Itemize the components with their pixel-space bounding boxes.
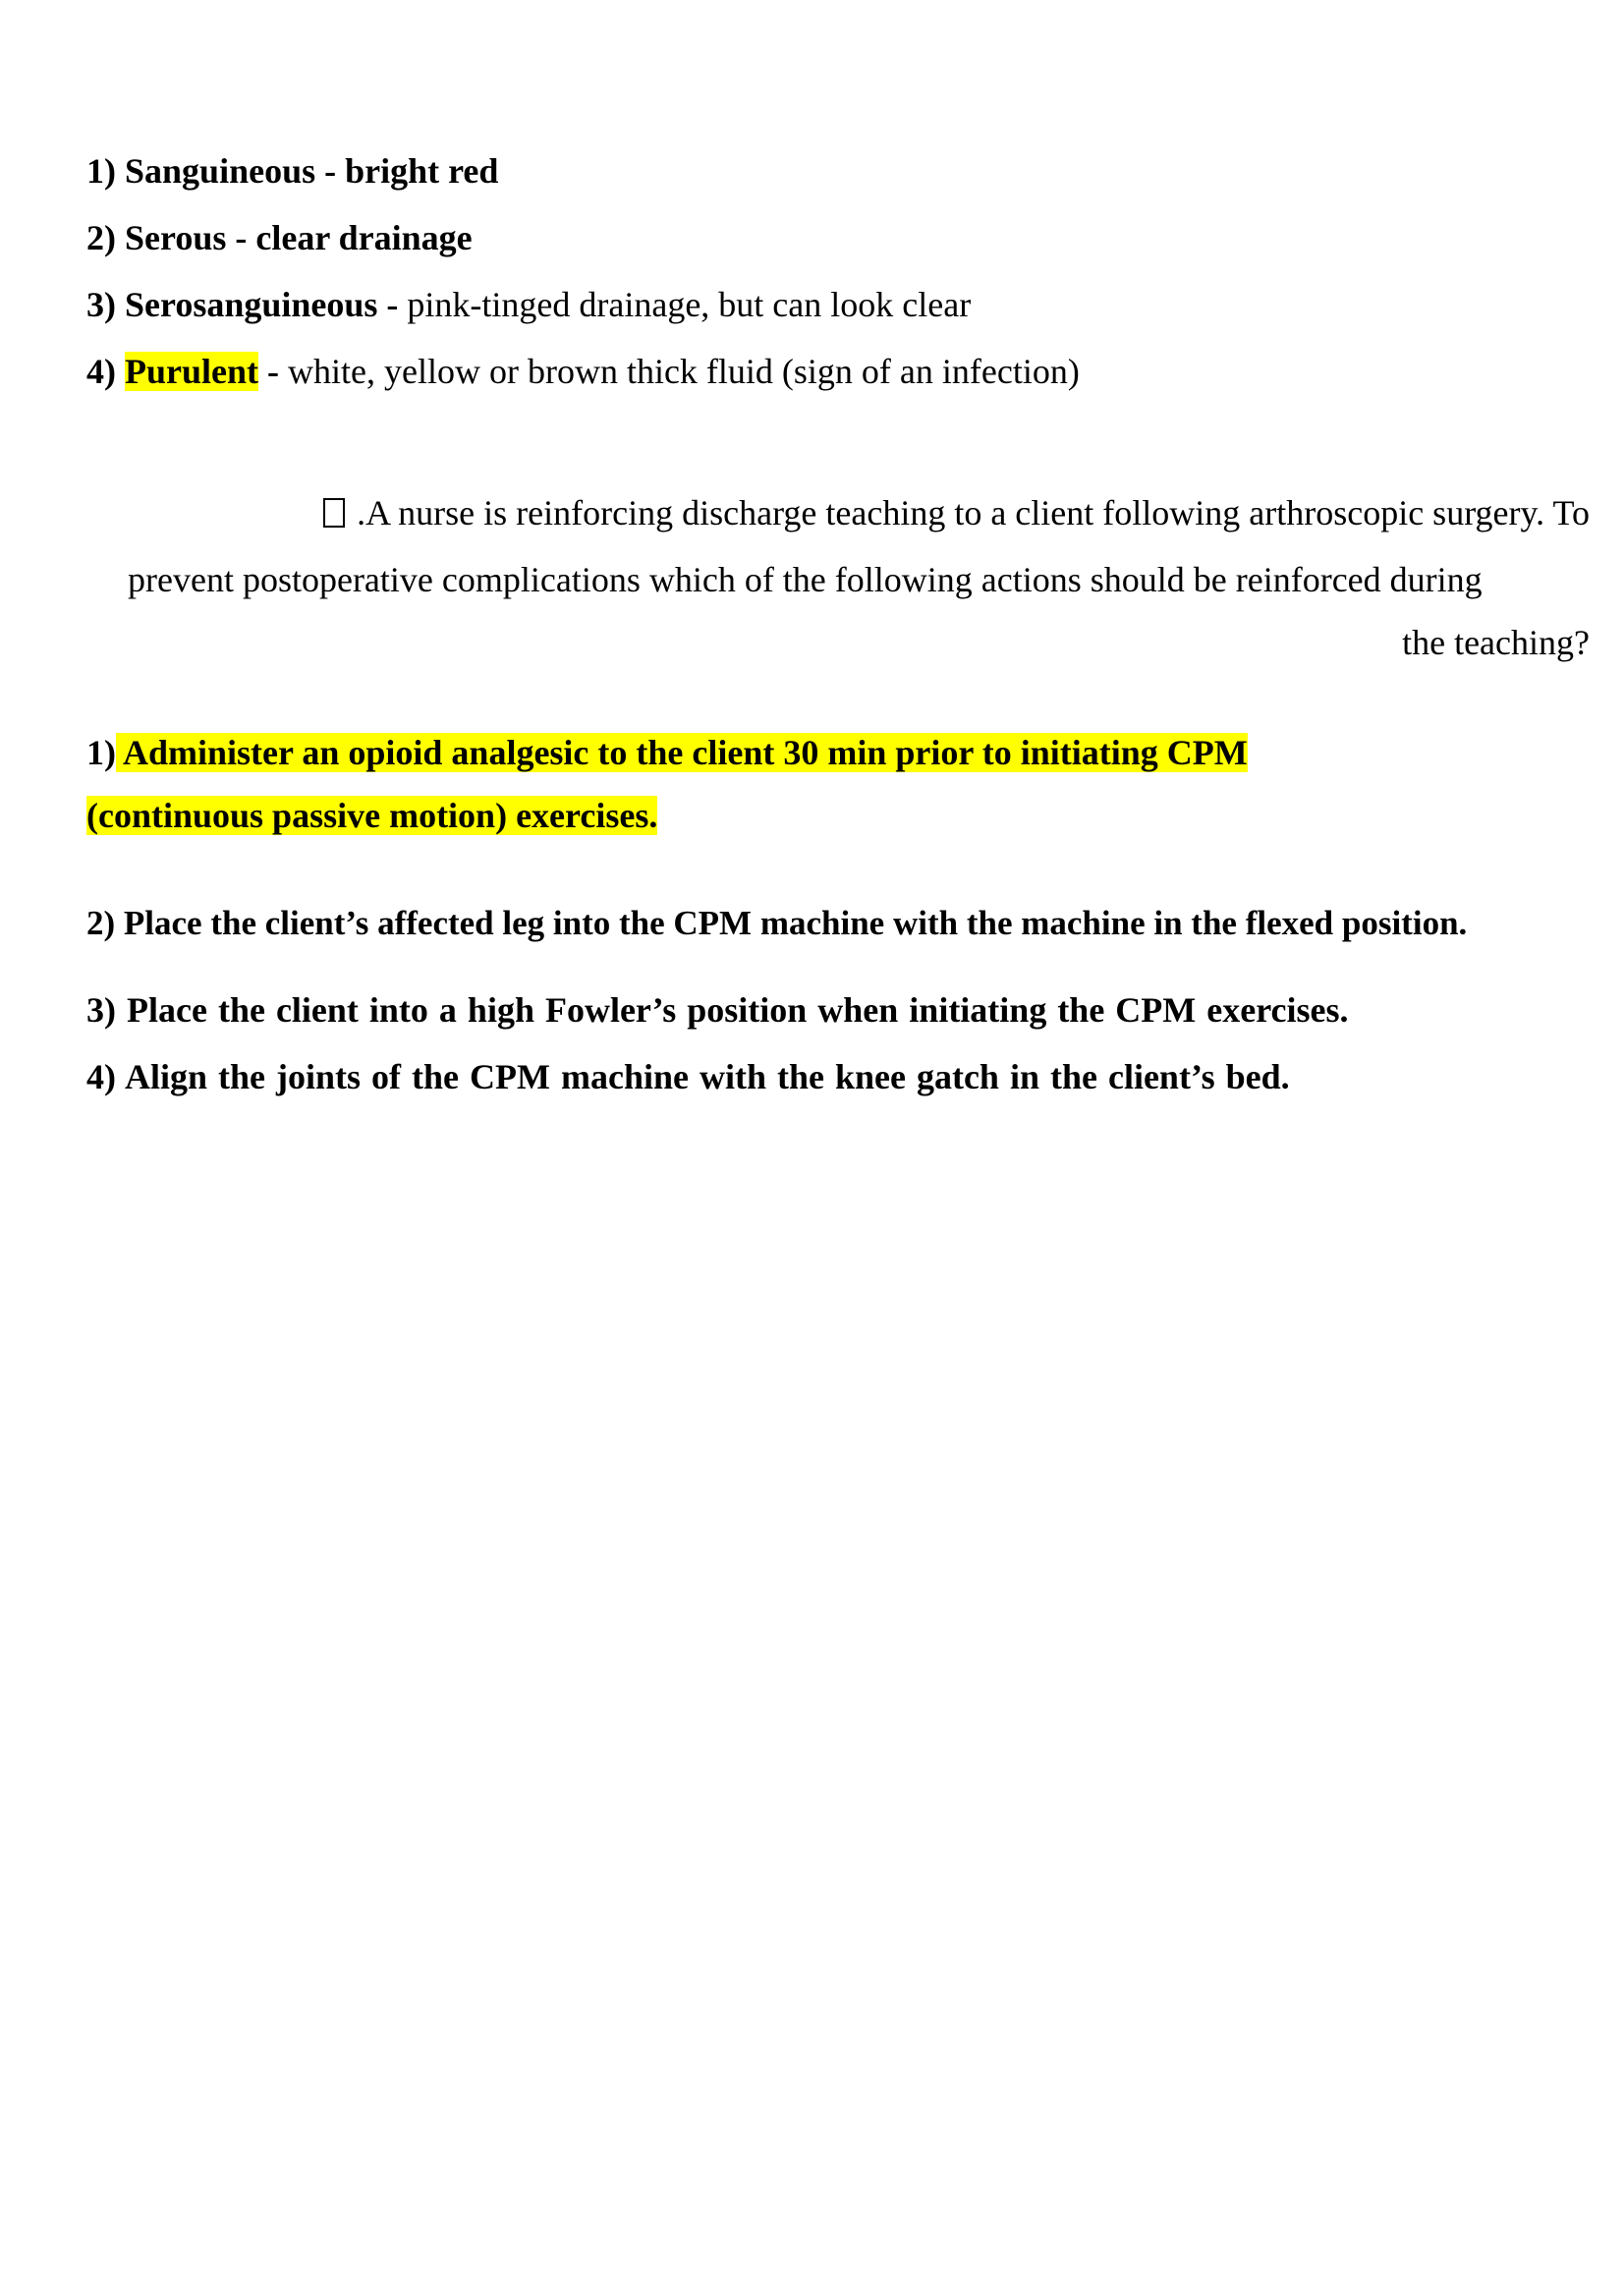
drainage-term: Sanguineous -: [125, 151, 337, 191]
drainage-description: clear drainage: [255, 218, 473, 257]
option-number: 2): [86, 904, 116, 942]
drainage-term: Serous -: [125, 218, 248, 257]
drainage-term: Serosanguineous -: [125, 285, 399, 324]
drainage-item-3: [86, 283, 971, 326]
checkbox-glyph-icon: [323, 498, 345, 528]
drainage-item-1: [86, 149, 498, 193]
option-3: [86, 988, 1349, 1032]
option-2-text: Place the client’s affected leg into the CPM machine with the machine in the flexed position.: [123, 904, 1468, 942]
drainage-number: 1): [86, 151, 116, 191]
option-number: 1): [86, 733, 116, 772]
drainage-term-highlighted: Purulent: [125, 352, 259, 391]
drainage-number: 3): [86, 285, 116, 324]
option-4: [86, 1055, 1290, 1098]
question-line-3: the teaching?: [1402, 623, 1590, 662]
option-number: 4): [86, 1057, 116, 1096]
option-1-highlighted-text: [116, 733, 1248, 772]
option-number: 3): [86, 990, 116, 1030]
option-1-line-2: [86, 794, 657, 837]
drainage-description: pink-tinged drainage, but can look clear: [407, 285, 972, 324]
drainage-item-2: [86, 216, 473, 259]
drainage-separator: -: [267, 352, 280, 391]
option-1-text: Administer an opioid analgesic to the client 30 min prior to initiating CPM: [123, 733, 1248, 772]
option-2: [86, 902, 1467, 945]
drainage-item-4: [86, 350, 1080, 393]
question-block: [128, 491, 1590, 664]
option-1-line-1: [86, 731, 1248, 774]
option-3-text: Place the client into a high Fowler’s position when initiating the CPM exercises.: [127, 990, 1349, 1030]
question-line-1: [128, 491, 1590, 534]
drainage-description: white, yellow or brown thick fluid (sign of an infection): [288, 352, 1080, 391]
option-4-text: Align the joints of the CPM machine with the knee gatch in the client’s bed.: [125, 1057, 1290, 1096]
question-text: .A nurse is reinforcing discharge teaching to a client following arthroscopic surgery. To: [357, 493, 1590, 532]
drainage-number: 4): [86, 352, 116, 391]
question-line-2: prevent postoperative complications which of the following actions should be reinforced during: [128, 560, 1483, 599]
option-1-text-continued: (continuous passive motion) exercises.: [86, 796, 658, 835]
drainage-description: bright red: [345, 151, 499, 191]
drainage-number: 2): [86, 218, 116, 257]
